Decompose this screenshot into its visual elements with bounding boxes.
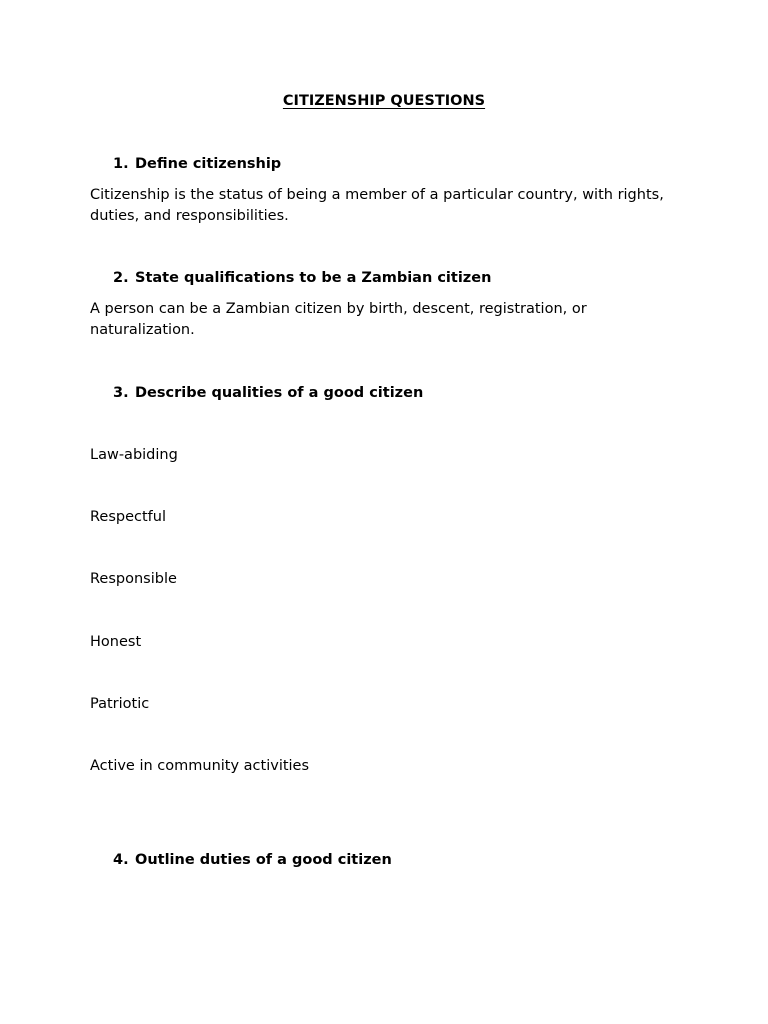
quality-item: Respectful xyxy=(90,509,167,525)
document-title xyxy=(0,92,768,110)
question-1-text: Define citizenship xyxy=(135,156,282,172)
quality-item: Patriotic xyxy=(90,696,150,712)
question-2-number: 2. xyxy=(113,270,129,286)
question-3-heading xyxy=(113,384,423,402)
question-1-number: 1. xyxy=(113,156,129,172)
question-1-answer: Citizenship is the status of being a member of a particular country, with rights, duties, and responsibilities. xyxy=(90,187,664,224)
question-2-text: State qualifications to be a Zambian citizen xyxy=(135,270,492,286)
question-4-heading xyxy=(113,851,392,869)
question-2-answer: A person can be a Zambian citizen by birth, descent, registration, or naturalization. xyxy=(90,301,587,338)
question-4-number: 4. xyxy=(113,852,129,868)
quality-item: Law-abiding xyxy=(90,447,178,463)
quality-item: Responsible xyxy=(90,571,177,587)
question-1-heading xyxy=(113,155,281,173)
quality-item: Active in community activities xyxy=(90,758,310,774)
quality-item: Honest xyxy=(90,634,142,650)
question-3-text: Describe qualities of a good citizen xyxy=(135,385,424,401)
question-2-heading xyxy=(113,269,491,287)
document-title-text: CITIZENSHIP QUESTIONS xyxy=(282,93,486,109)
question-3-number: 3. xyxy=(113,385,129,401)
question-4-text: Outline duties of a good citizen xyxy=(135,852,392,868)
